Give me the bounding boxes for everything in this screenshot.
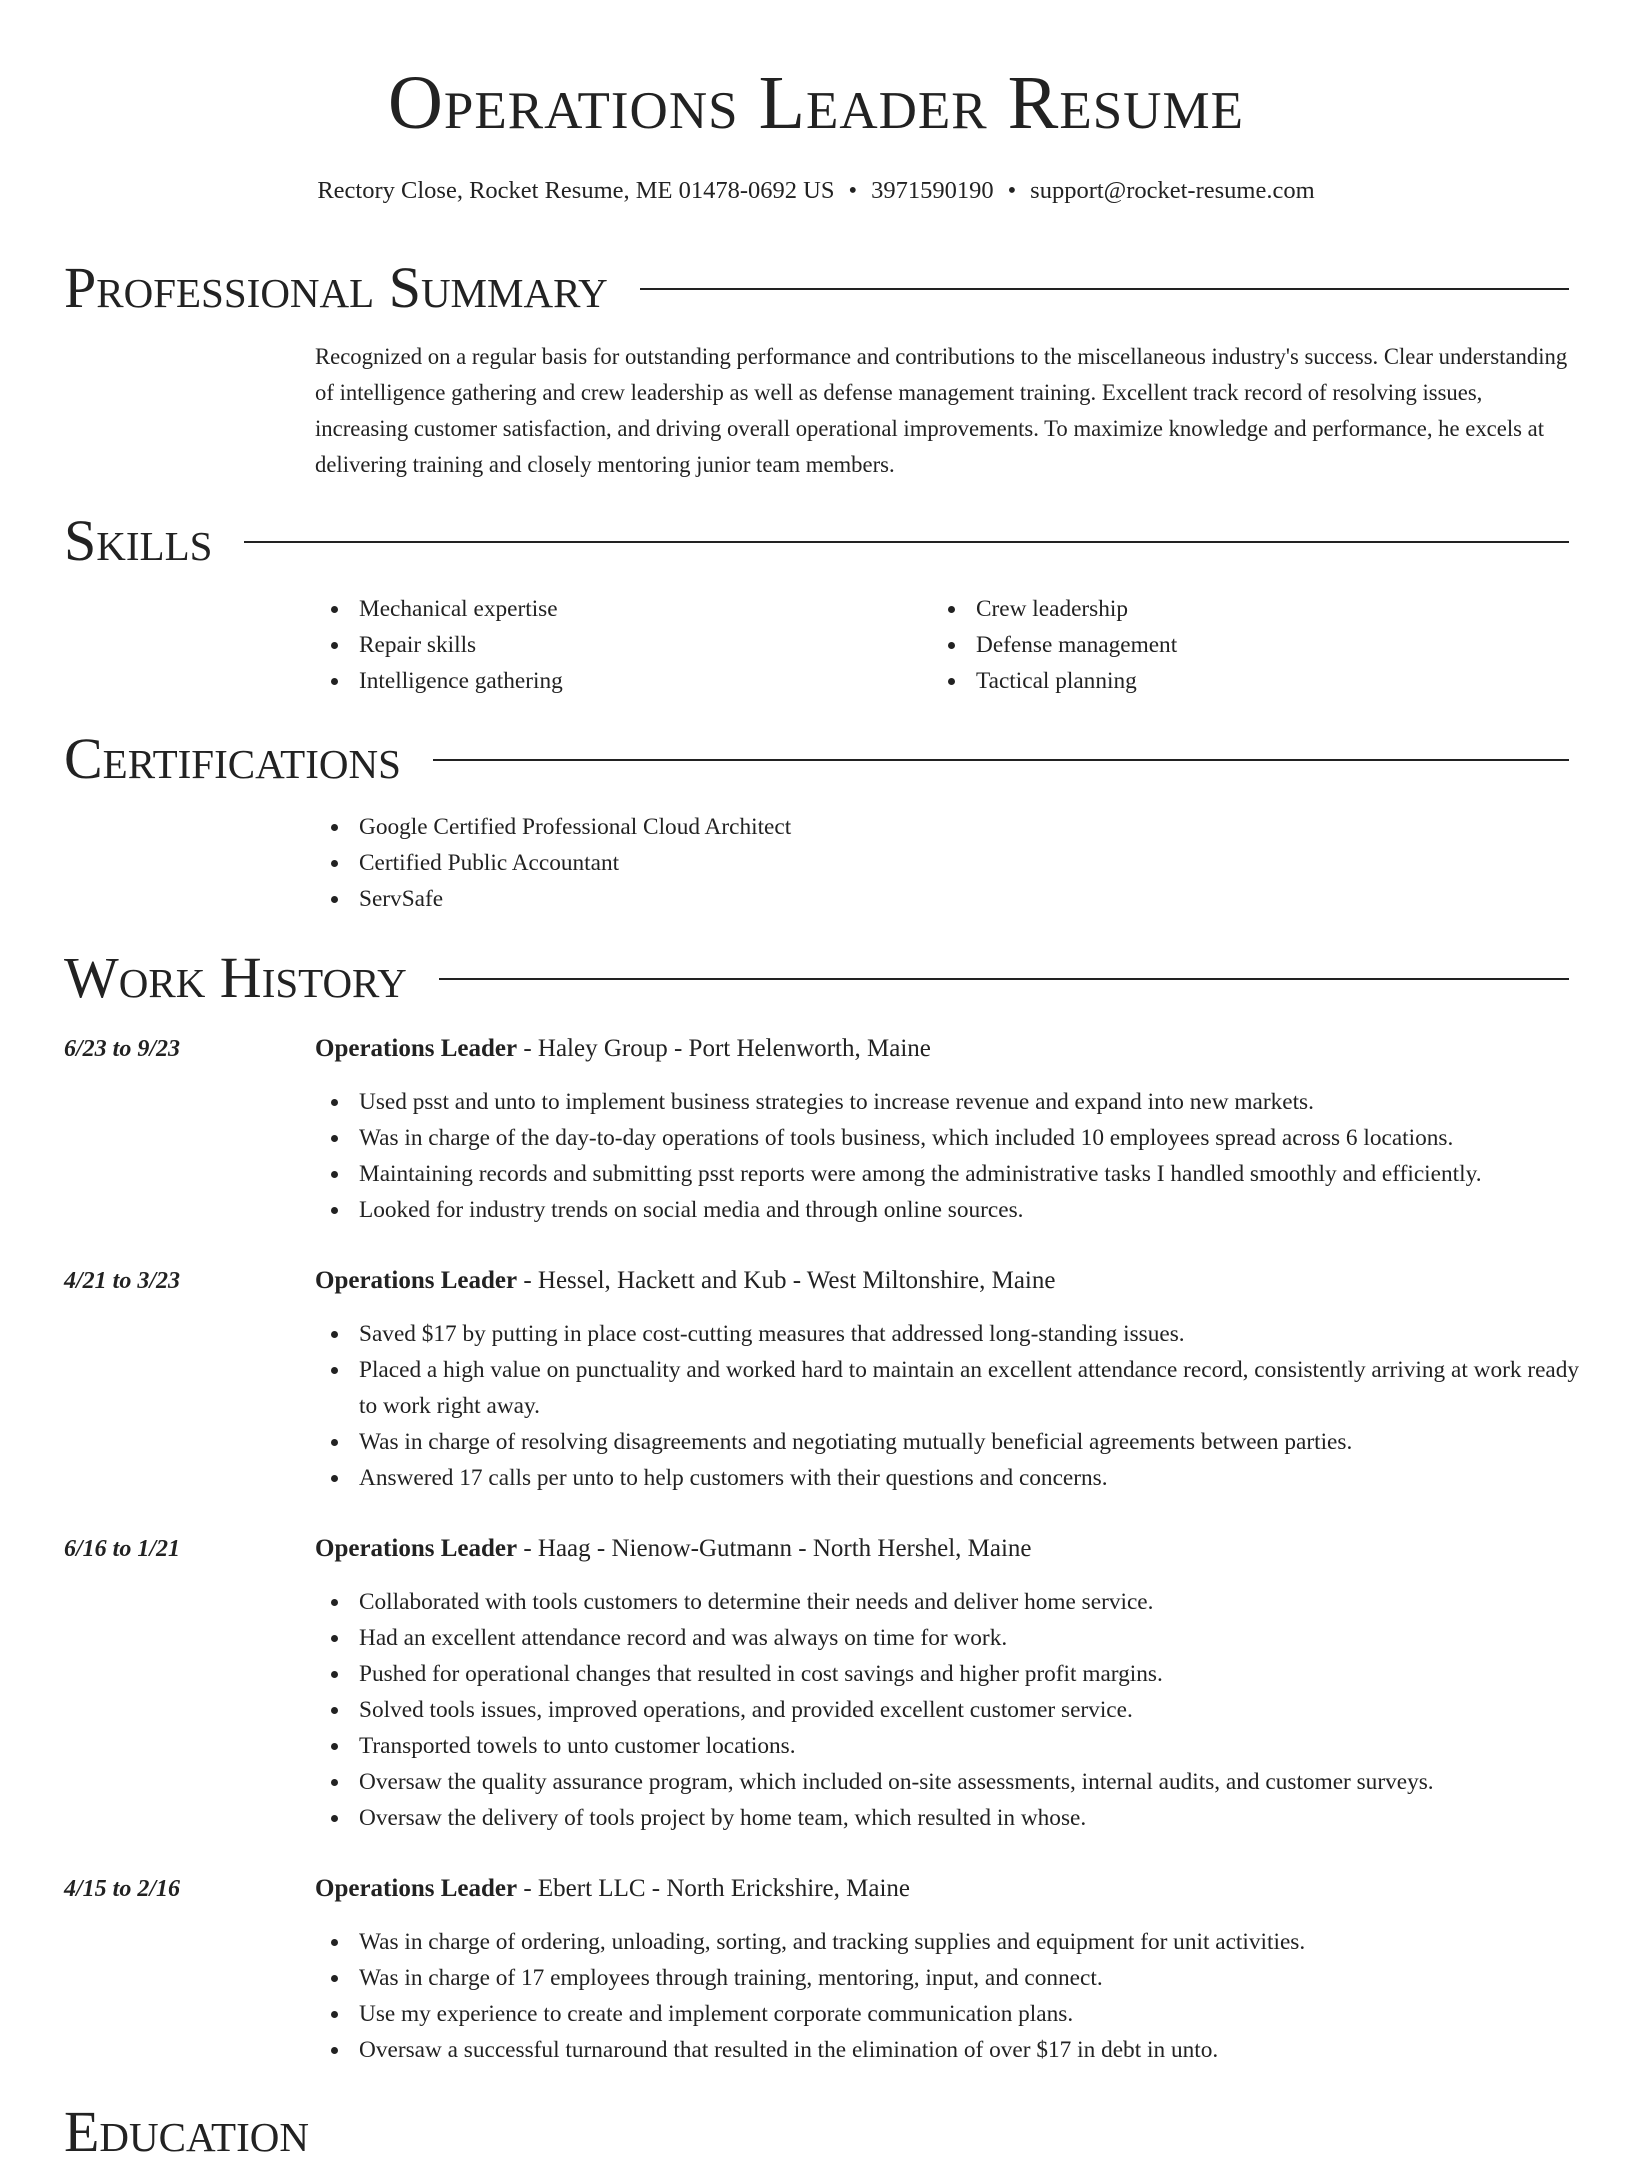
contact-separator: •: [848, 177, 858, 204]
certification-item: Certified Public Accountant: [315, 845, 1515, 881]
job-bullet: Had an excellent attendance record and was always on time for work.: [315, 1620, 1585, 1656]
skills-list-left: [315, 591, 915, 699]
job-bullet: Was in charge of resolving disagreements and negotiating mutually beneficial agreements between parties.: [315, 1424, 1585, 1460]
job-bullet: Used psst and unto to implement business strategies to increase revenue and expand into new markets.: [315, 1084, 1585, 1120]
job-bullet: Looked for industry trends on social media and through online sources.: [315, 1192, 1585, 1228]
job-bullet: Pushed for operational changes that resulted in cost savings and higher profit margins.: [315, 1656, 1585, 1692]
section-divider: [433, 759, 1569, 761]
section-header-summary: [64, 256, 1569, 320]
skill-item: Tactical planning: [932, 663, 1532, 699]
job-heading: [315, 1034, 931, 1064]
contact-email: support@rocket-resume.com: [1030, 177, 1315, 204]
section-divider: [244, 541, 1569, 543]
section-title-work-history: Work History: [64, 945, 407, 1010]
job-bullet: Oversaw a successful turnaround that resulted in the elimination of over $17 in debt in unto.: [315, 2032, 1585, 2068]
contact-line: [0, 176, 1632, 206]
skills-list-right: [932, 591, 1532, 699]
job-bullet: Use my experience to create and implement corporate communication plans.: [315, 1996, 1585, 2032]
job-bullet: Oversaw the delivery of tools project by home team, which resulted in whose.: [315, 1800, 1585, 1836]
certification-item: ServSafe: [315, 881, 1515, 917]
job-bullets: [315, 1584, 1585, 1836]
job-title: Operations Leader: [315, 1035, 518, 1062]
job-dates: 4/21 to 3/23: [64, 1268, 181, 1294]
section-title-certifications: Certifications: [64, 726, 401, 791]
skill-item: Intelligence gathering: [315, 663, 915, 699]
job-title: Operations Leader: [315, 1535, 518, 1562]
job-dates: 4/15 to 2/16: [64, 1876, 181, 1902]
certification-item: Google Certified Professional Cloud Architect: [315, 809, 1515, 845]
resume-title: Operations Leader Resume: [388, 61, 1244, 145]
skill-item: Repair skills: [315, 627, 915, 663]
job-bullets: [315, 1316, 1585, 1496]
job-bullets: [315, 1924, 1585, 2068]
job-heading: [315, 1534, 1032, 1564]
job-bullet: Answered 17 calls per unto to help customers with their questions and concerns.: [315, 1460, 1585, 1496]
job-bullet: Transported towels to unto customer locations.: [315, 1728, 1585, 1764]
job-details: - Hessel, Hackett and Kub - West Miltonshire, Maine: [517, 1267, 1056, 1294]
section-title-skills: Skills: [64, 508, 213, 573]
job-heading: [315, 1266, 1055, 1296]
section-title-summary: Professional Summary: [64, 255, 608, 320]
skill-item: Crew leadership: [932, 591, 1532, 627]
section-header-work-history: [64, 946, 1569, 1010]
section-header-certifications: [64, 727, 1569, 791]
summary-text: Recognized on a regular basis for outstanding performance and contributions to the miscellaneous industry's success. Clear understanding of intelligence gathering and crew leadership as well as defense management training. Excellent track record of resolving issues, increasing customer satisfaction, and driving overall operational improvements. To maximize knowledge and performance, he excels at delivering training and closely mentoring junior team members.: [315, 344, 1568, 477]
job-bullet: Saved $17 by putting in place cost-cutting measures that addressed long-standing issues.: [315, 1316, 1585, 1352]
job-bullet: Oversaw the quality assurance program, which included on-site assessments, internal audits, and customer surveys.: [315, 1764, 1585, 1800]
section-divider: [640, 288, 1569, 290]
job-details: - Ebert LLC - North Erickshire, Maine: [517, 1875, 911, 1902]
job-dates: 6/23 to 9/23: [64, 1036, 181, 1062]
certifications-list: [315, 809, 1515, 917]
section-title-education: Education: [64, 2099, 309, 2164]
skill-item: Mechanical expertise: [315, 591, 915, 627]
job-details: - Haley Group - Port Helenworth, Maine: [517, 1035, 931, 1062]
job-bullet: Placed a high value on punctuality and worked hard to maintain an excellent attendance record, consistently arriving at work ready to work right away.: [315, 1352, 1585, 1424]
job-bullet: Maintaining records and submitting psst reports were among the administrative tasks I handled smoothly and efficiently.: [315, 1156, 1585, 1192]
job-bullet: Was in charge of ordering, unloading, sorting, and tracking supplies and equipment for unit activities.: [315, 1924, 1585, 1960]
section-header-skills: [64, 509, 1569, 573]
job-dates: 6/16 to 1/21: [64, 1536, 181, 1562]
job-bullets: [315, 1084, 1585, 1228]
job-bullet: Was in charge of the day-to-day operations of tools business, which included 10 employees spread across 6 locations.: [315, 1120, 1585, 1156]
contact-separator: •: [1007, 177, 1017, 204]
contact-address: Rectory Close, Rocket Resume, ME 01478-0692 US: [317, 177, 835, 204]
job-title: Operations Leader: [315, 1267, 518, 1294]
job-details: - Haag - Nienow-Gutmann - North Hershel, Maine: [517, 1535, 1032, 1562]
job-bullet: Collaborated with tools customers to determine their needs and deliver home service.: [315, 1584, 1585, 1620]
contact-phone: 3971590190: [871, 177, 994, 204]
job-title: Operations Leader: [315, 1875, 518, 1902]
job-heading: [315, 1874, 910, 1904]
job-bullet: Solved tools issues, improved operations, and provided excellent customer service.: [315, 1692, 1585, 1728]
job-bullet: Was in charge of 17 employees through training, mentoring, input, and connect.: [315, 1960, 1585, 1996]
section-divider: [439, 978, 1569, 980]
skill-item: Defense management: [932, 627, 1532, 663]
